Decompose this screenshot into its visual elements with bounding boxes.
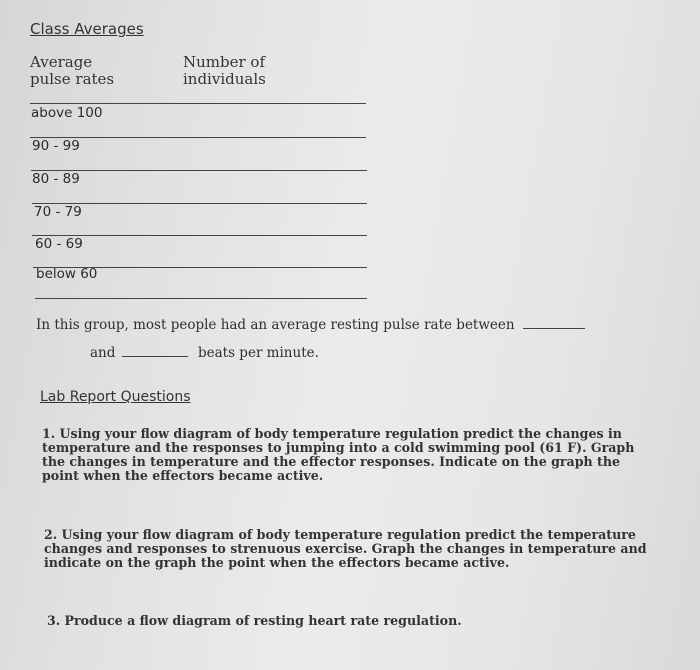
question-2-line: changes and responses to strenuous exercise. Graph the changes in temperature and [44,541,647,556]
header-avg-line2: pulse rates [30,70,115,88]
pulse-range-high-blank[interactable] [122,356,188,357]
pulse-range-low-blank[interactable] [523,328,585,329]
question-1-line: point when the effectors became active. [42,468,324,483]
sentence-part1: In this group, most people had an average resting pulse rate between [36,317,515,333]
pulse-range-sentence-line2 [90,345,319,361]
table-rule [31,170,367,171]
table-rule [30,103,366,104]
class-averages-title: Class Averages [30,20,144,38]
pulse-range-row: 60 - 69 [35,236,83,252]
sentence-part2: and [90,345,116,361]
pulse-range-row: above 100 [31,105,103,121]
header-num-line2: individuals [183,70,266,88]
question-2-line: indicate on the graph the point when the effectors became active. [44,555,510,570]
table-rule [30,137,366,138]
table-rule [35,298,367,299]
pulse-range-row: 80 - 89 [32,171,80,187]
question-2 [44,528,647,570]
pulse-range-row: 90 - 99 [32,138,80,154]
header-average-pulse-rates [30,54,114,88]
question-1-line: 1. Using your flow diagram of body temperature regulation predict the changes in [42,426,622,441]
pulse-range-sentence-line1 [36,317,585,333]
header-avg-line1: Average [30,53,93,71]
pulse-range-row: 70 - 79 [34,204,82,220]
lab-report-title: Lab Report Questions [40,389,191,405]
table-rule [32,203,367,204]
question-2-line: 2. Using your flow diagram of body temperature regulation predict the temperature [44,527,636,542]
header-num-line1: Number of [183,53,266,71]
header-number-of-individuals [183,54,266,88]
sentence-part3: beats per minute. [197,345,319,361]
question-1 [42,427,634,483]
pulse-range-row: below 60 [36,266,98,282]
question-3-line: 3. Produce a flow diagram of resting heart rate regulation. [47,613,462,628]
question-1-line: the changes in temperature and the effector responses. Indicate on the graph the [42,454,621,469]
question-1-line: temperature and the responses to jumping into a cold swimming pool (61 F). Graph [42,440,635,455]
question-3 [47,614,462,628]
